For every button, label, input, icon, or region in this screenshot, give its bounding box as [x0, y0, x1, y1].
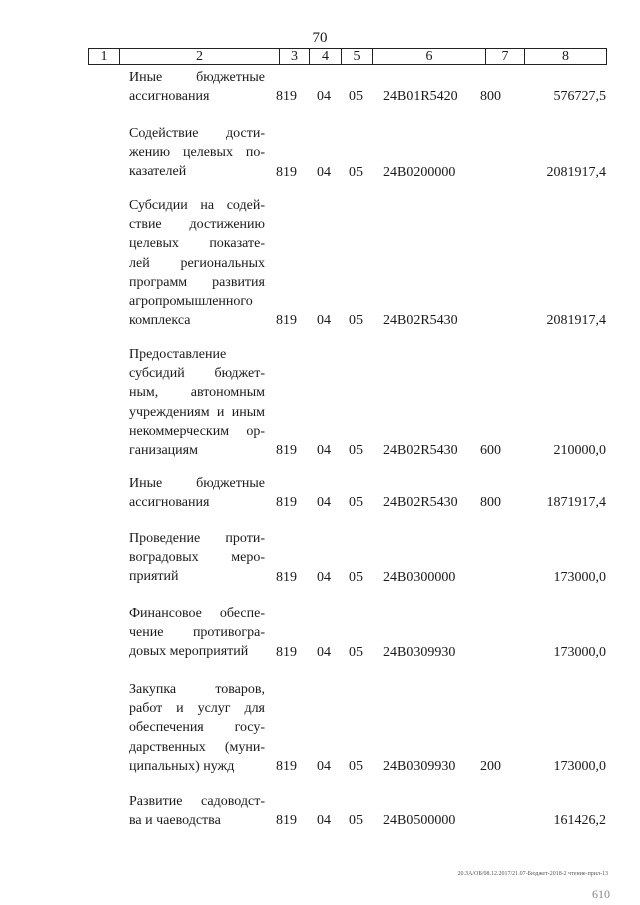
cell-col-3: 819: [276, 644, 297, 660]
cell-col-7: 800: [480, 88, 501, 104]
table-row: [0, 792, 640, 830]
row-name-line: ва и чаеводства: [129, 813, 221, 829]
table-row: [0, 68, 640, 106]
cell-col-3: 819: [276, 494, 297, 510]
cell-col-4: 04: [317, 758, 331, 774]
row-name-line: ганизациям: [129, 443, 198, 459]
cell-col-5: 05: [349, 569, 363, 585]
document-footer-note: 20.ЗА/ОБ/08.12.2017/21.07-Бюджет-2018-2 чтение-прил-13: [457, 871, 608, 877]
row-name-line: Иные бюджетные: [129, 70, 265, 85]
cell-col-8: 2081917,4: [546, 312, 606, 328]
header-col-1: 1: [100, 49, 108, 64]
table-row: [0, 529, 640, 587]
row-name-line: ствие достижению: [129, 217, 265, 233]
table-row: [0, 604, 640, 662]
cell-col-8: 173000,0: [553, 758, 606, 774]
cell-col-4: 04: [317, 442, 331, 458]
cell-col-4: 04: [317, 569, 331, 585]
row-name: [129, 474, 265, 512]
row-name-line: Закупка товаров,: [129, 682, 265, 697]
row-name-line: довых мероприятий: [129, 644, 249, 660]
cell-col-5: 05: [349, 812, 363, 828]
table-row: [0, 196, 640, 330]
cell-col-6: 24В0500000: [383, 812, 456, 828]
row-name-line: ассигнования: [129, 89, 210, 105]
row-name-line: жению целевых по-: [129, 145, 265, 161]
cell-col-3: 819: [276, 312, 297, 328]
cell-col-8: 210000,0: [553, 442, 606, 458]
cell-col-3: 819: [276, 569, 297, 585]
cell-col-8: 1871917,4: [546, 494, 606, 510]
cell-col-6: 24В02R5430: [383, 312, 458, 328]
row-name: [129, 792, 265, 830]
row-name-line: приятий: [129, 569, 179, 585]
row-name-line: работ и услуг для: [129, 701, 265, 717]
row-name-line: целевых показате-: [129, 236, 265, 252]
header-col-5: 5: [341, 49, 372, 64]
cell-col-4: 04: [317, 644, 331, 660]
row-name: [129, 124, 265, 182]
table-row: [0, 474, 640, 512]
row-name-line: чение противогра-: [129, 625, 265, 641]
row-name-line: воградовых меро-: [129, 550, 265, 566]
row-name-line: некоммерческим ор-: [129, 423, 265, 439]
row-name-line: ассигнования: [129, 495, 210, 511]
row-name-line: дарственных (муни-: [129, 739, 265, 755]
cell-col-7: 600: [480, 442, 501, 458]
row-name-line: Финансовое обеспе-: [129, 606, 265, 621]
cell-col-8: 173000,0: [553, 569, 606, 585]
row-name-line: казателей: [129, 164, 187, 180]
header-col-8: 8: [524, 49, 606, 64]
cell-col-5: 05: [349, 442, 363, 458]
footer-page-number: 610: [592, 887, 610, 901]
cell-col-6: 24В0300000: [383, 569, 456, 585]
row-name: [129, 529, 265, 587]
table-row: [0, 680, 640, 776]
cell-col-3: 819: [276, 758, 297, 774]
row-name-line: ным, автономным: [129, 385, 265, 401]
cell-col-8: 576727,5: [553, 88, 606, 104]
row-name-line: Предоставление: [129, 347, 227, 362]
row-name-line: ципальных) нужд: [129, 758, 235, 774]
cell-col-8: 173000,0: [553, 644, 606, 660]
table-row: [0, 124, 640, 182]
header-col-4: 4: [309, 49, 341, 64]
cell-col-8: 2081917,4: [546, 164, 606, 180]
row-name: [129, 680, 265, 776]
row-name-line: агропромышленного: [129, 294, 253, 310]
row-name-line: Содействие дости-: [129, 126, 265, 141]
cell-col-6: 24В02R5430: [383, 442, 458, 458]
cell-col-8: 161426,2: [553, 812, 606, 828]
cell-col-4: 04: [317, 312, 331, 328]
cell-col-3: 819: [276, 442, 297, 458]
header-col-7: 7: [485, 49, 524, 64]
cell-col-7: 800: [480, 494, 501, 510]
row-name-line: комплекса: [129, 313, 191, 329]
cell-col-4: 04: [317, 88, 331, 104]
row-name: [129, 68, 265, 106]
row-name-line: Развитие садоводст-: [129, 794, 265, 809]
cell-col-6: 24В0309930: [383, 644, 456, 660]
row-name-line: субсидий бюджет-: [129, 366, 265, 382]
cell-col-5: 05: [349, 164, 363, 180]
cell-col-4: 04: [317, 164, 331, 180]
row-name-line: Иные бюджетные: [129, 476, 265, 491]
row-name-line: учреждениям и иным: [129, 404, 265, 420]
page-number: 70: [312, 30, 328, 46]
row-name: [129, 196, 265, 330]
row-name-line: программ развития: [129, 274, 265, 290]
table-row: [0, 345, 640, 460]
cell-col-3: 819: [276, 88, 297, 104]
header-col-3: 3: [279, 49, 309, 64]
row-name-line: обеспечения госу-: [129, 720, 265, 736]
cell-col-6: 24В02R5430: [383, 494, 458, 510]
header-col-6: 6: [372, 49, 485, 64]
row-name-line: Субсидии на содей-: [129, 198, 265, 213]
cell-col-7: 200: [480, 758, 501, 774]
cell-col-6: 24В0200000: [383, 164, 456, 180]
cell-col-6: 24В01R5420: [383, 88, 458, 104]
table-header-row: [88, 48, 607, 65]
row-name: [129, 345, 265, 460]
cell-col-6: 24В0309930: [383, 758, 456, 774]
cell-col-5: 05: [349, 644, 363, 660]
row-name-line: лей региональных: [129, 255, 265, 271]
cell-col-5: 05: [349, 88, 363, 104]
cell-col-3: 819: [276, 812, 297, 828]
cell-col-5: 05: [349, 312, 363, 328]
cell-col-4: 04: [317, 812, 331, 828]
cell-col-3: 819: [276, 164, 297, 180]
header-col-2: 2: [119, 49, 279, 64]
cell-col-4: 04: [317, 494, 331, 510]
row-name: [129, 604, 265, 662]
cell-col-5: 05: [349, 758, 363, 774]
row-name-line: Проведение проти-: [129, 531, 265, 546]
cell-col-5: 05: [349, 494, 363, 510]
